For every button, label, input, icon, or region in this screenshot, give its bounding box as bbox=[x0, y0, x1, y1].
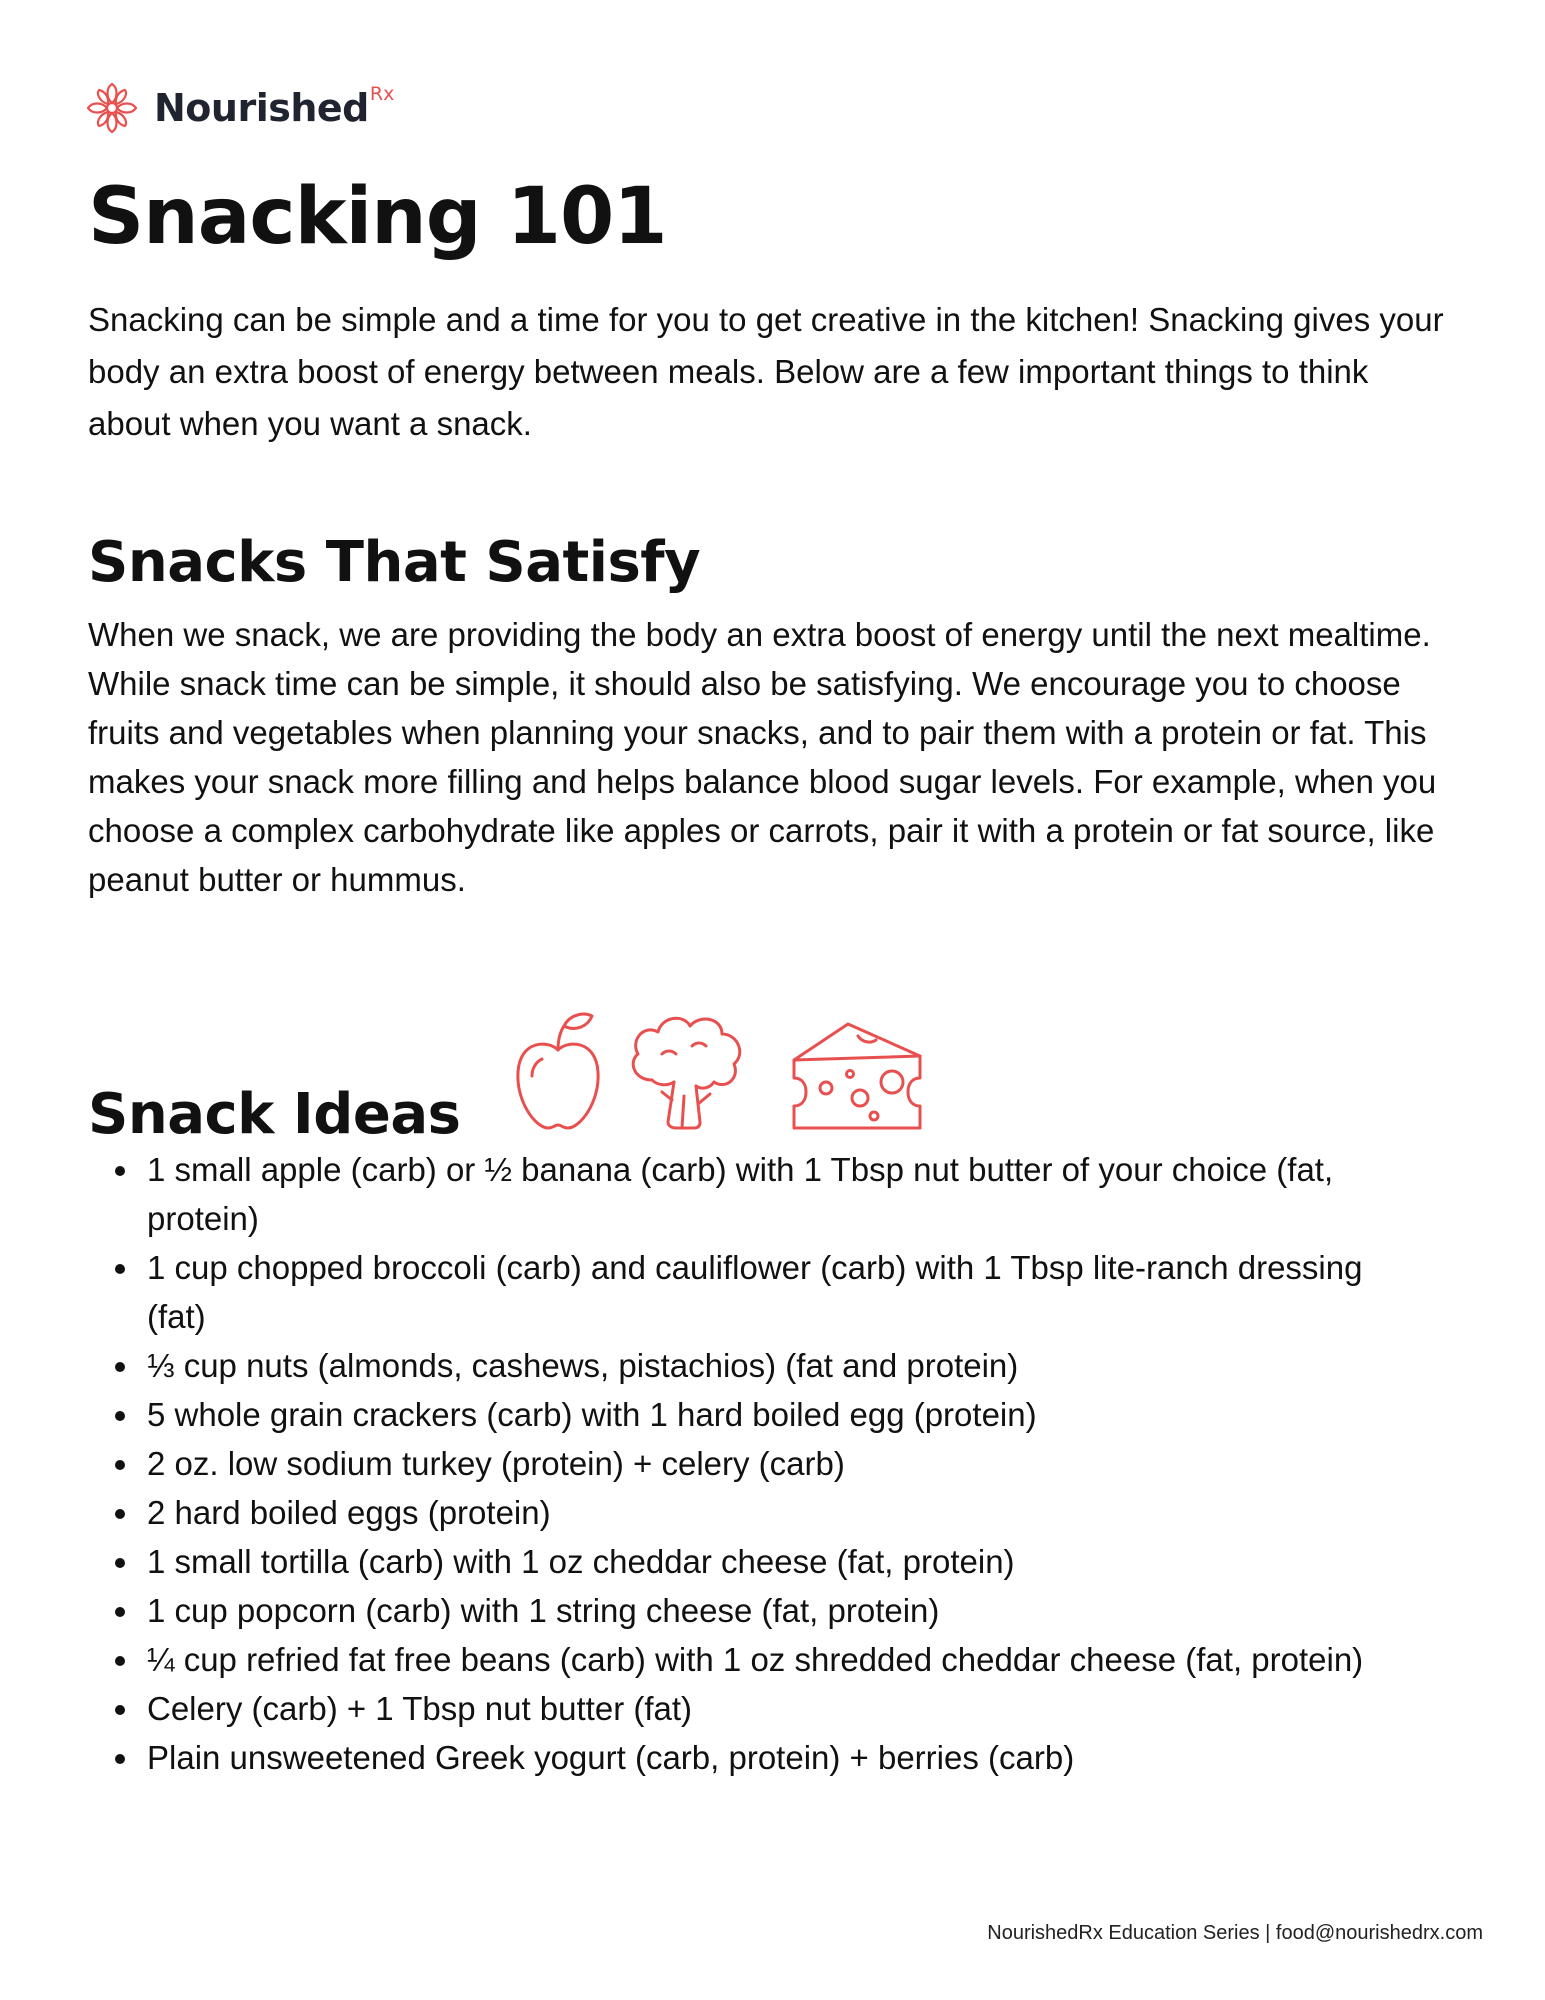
snack-idea-item: 1 small apple (carb) or ½ banana (carb) with 1 Tbsp nut butter of your choice (fat, protein) bbox=[147, 1145, 1397, 1243]
page-title: Snacking 101 bbox=[88, 172, 667, 262]
cheese-icon bbox=[788, 1020, 926, 1132]
snack-idea-item: ⅓ cup nuts (almonds, cashews, pistachios) (fat and protein) bbox=[147, 1341, 1397, 1390]
snack-ideas-heading: Snack Ideas bbox=[88, 1082, 461, 1147]
snack-idea-item: 5 whole grain crackers (carb) with 1 hard boiled egg (protein) bbox=[147, 1390, 1397, 1439]
snack-idea-item: 1 cup chopped broccoli (carb) and cauliflower (carb) with 1 Tbsp lite-ranch dressing (fat) bbox=[147, 1243, 1397, 1341]
snack-idea-item: 2 oz. low sodium turkey (protein) + celery (carb) bbox=[147, 1439, 1397, 1488]
snack-idea-item: 1 cup popcorn (carb) with 1 string cheese (fat, protein) bbox=[147, 1586, 1397, 1635]
snack-idea-item: ¼ cup refried fat free beans (carb) with 1 oz shredded cheddar cheese (fat, protein) bbox=[147, 1635, 1397, 1684]
brand-superscript: Rx bbox=[369, 83, 395, 105]
satisfy-heading: Snacks That Satisfy bbox=[88, 530, 701, 595]
broccoli-icon bbox=[622, 1010, 752, 1132]
snack-idea-item: 2 hard boiled eggs (protein) bbox=[147, 1488, 1397, 1537]
snack-idea-item: Celery (carb) + 1 Tbsp nut butter (fat) bbox=[147, 1684, 1397, 1733]
intro-paragraph: Snacking can be simple and a time for you to get creative in the kitchen! Snacking gives your body an extra boost of energy between meals. Below are a few important things to think about when you want a snack. bbox=[88, 301, 1444, 442]
snack-idea-item: Plain unsweetened Greek yogurt (carb, protein) + berries (carb) bbox=[147, 1733, 1397, 1782]
snack-idea-item: 1 small tortilla (carb) with 1 oz cheddar cheese (fat, protein) bbox=[147, 1537, 1397, 1586]
snack-ideas-list bbox=[147, 1145, 1397, 1782]
footer-text: NourishedRx Education Series | food@nourishedrx.com bbox=[987, 1922, 1483, 1944]
satisfy-paragraph: When we snack, we are providing the body an extra boost of energy until the next mealtime. While snack time can be simple, it should also be satisfying. We encourage you to choose fruits and vegetables when planning your snacks, and to pair them with a protein or fat. This makes your snack more filling and helps balance blood sugar levels. For example, when you choose a complex carbohydrate like apples or carrots, pair it with a protein or fat source, like peanut butter or hummus. bbox=[88, 616, 1437, 898]
flower-logo-icon bbox=[86, 82, 138, 134]
apple-icon bbox=[508, 1010, 608, 1132]
brand-name: Nourished bbox=[154, 86, 369, 130]
brand-logo bbox=[86, 80, 394, 136]
